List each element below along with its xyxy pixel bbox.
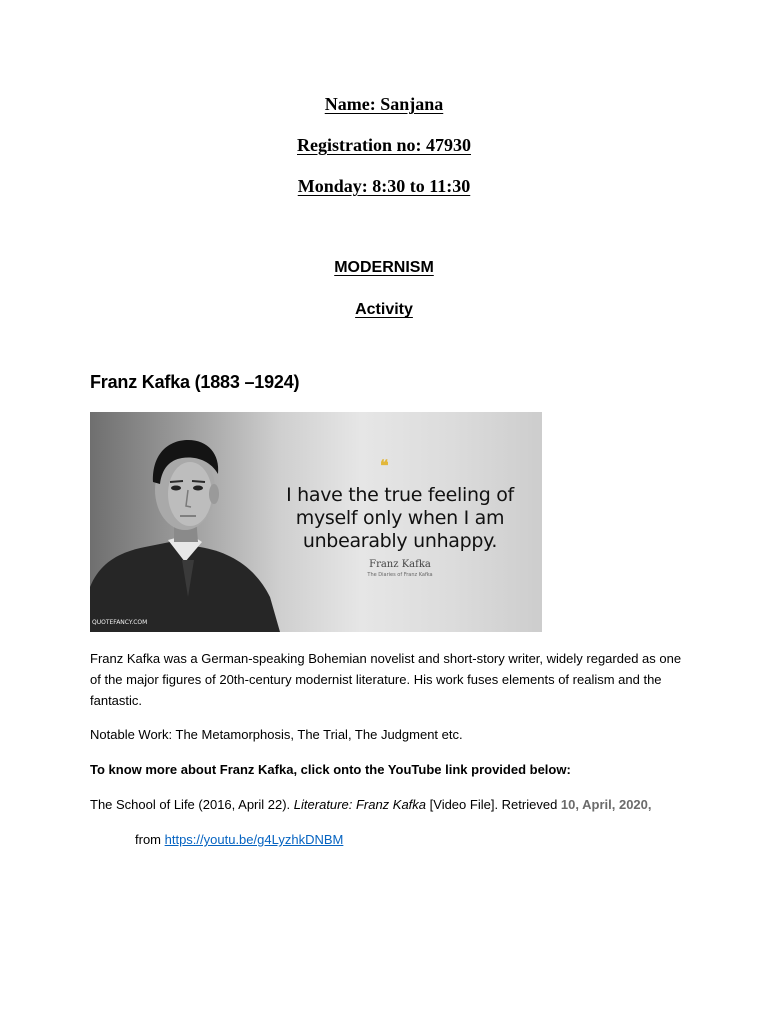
citation-line	[90, 794, 690, 815]
bio-paragraph: Franz Kafka was a German-speaking Bohemian novelist and short-story writer, widely regarded as one of the major figures of 20th-century modernist literature. His work fuses elements of realism and the fantastic.	[90, 651, 682, 708]
quote-source: The Diaries of Franz Kafka	[367, 572, 433, 578]
student-name: Name: Sanjana	[324, 94, 444, 114]
quote-attribution: Franz Kafka	[369, 559, 431, 570]
section-subtitle: Activity	[355, 301, 413, 318]
registration-number: Registration no: 47930	[297, 135, 471, 155]
citation-source-line	[135, 829, 635, 850]
citation-title: Literature: Franz Kafka	[293, 797, 427, 812]
notable-work: Notable Work: The Metamorphosis, The Trial, The Judgment etc.	[90, 727, 463, 742]
author-heading: Franz Kafka (1883 –1924)	[90, 372, 300, 392]
class-schedule: Monday: 8:30 to 11:30	[297, 176, 471, 196]
image-watermark: QUOTEFANCY.COM	[92, 619, 148, 626]
kafka-quote-image	[90, 412, 542, 632]
callout-text: To know more about Franz Kafka, click onto the YouTube link provided below:	[90, 762, 571, 777]
section-title: MODERNISM	[334, 259, 434, 276]
citation-mid: [Video File]. Retrieved	[426, 797, 561, 812]
citation-from-label: from	[135, 832, 165, 847]
citation-prefix: The School of Life (2016, April 22).	[90, 797, 294, 812]
quote-text: I have the true feeling of myself only when I am unbearably unhappy.	[286, 484, 514, 552]
youtube-link[interactable]: https://youtu.be/g4LyzhkDNBM	[164, 832, 344, 847]
citation-date: 10, April, 2020,	[560, 797, 652, 812]
quote-mark-icon: ❝	[380, 456, 389, 475]
